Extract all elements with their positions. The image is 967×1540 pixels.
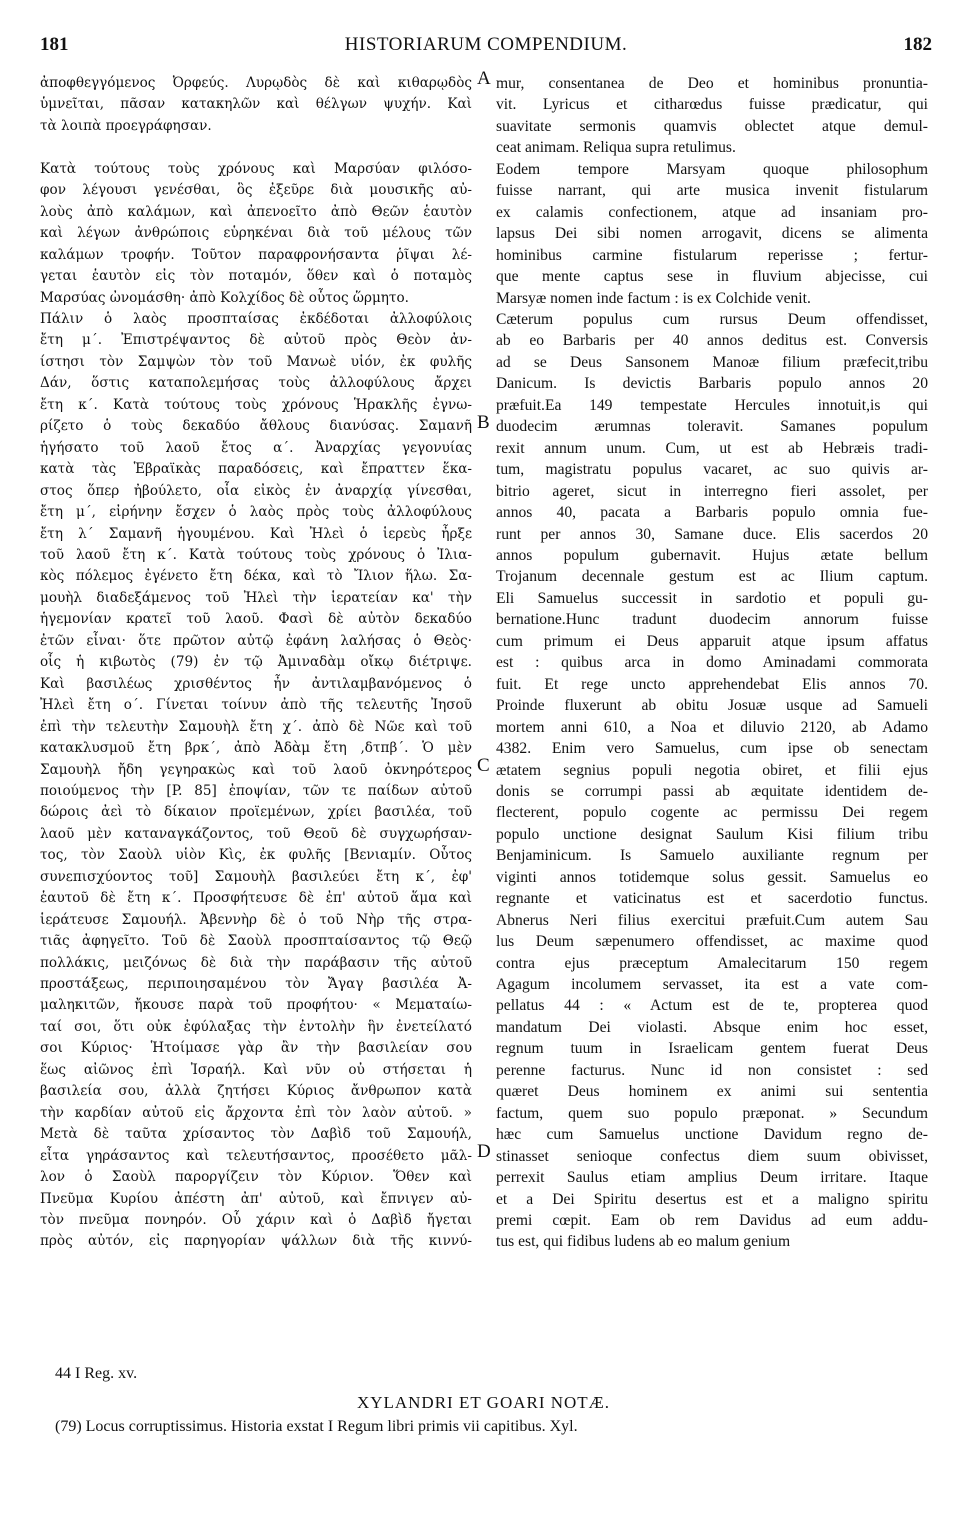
text-line: Danicum. Is devictis Barbaris populo annos 20 (496, 375, 928, 393)
text-line: bitrio ageret, sicut in interregno fieri assolet, per (496, 482, 928, 500)
text-line: ἔτη μ΄. Ἐπιστρέψαντος δὲ αὐτοῦ πρὸς Θεὸν ἀν- (40, 332, 472, 349)
text-line: perrexit Saulus etiam amplius Deum irritare. Itaque (496, 1169, 928, 1187)
text-line: ætatem segnius populi negotia obiret, et filii ejus (496, 761, 928, 779)
text-line: rexit annum unum. Cum, ut est ab Hebræis tradi- (496, 439, 928, 457)
text-line: Marsyæ nomen inde factum : is ex Colchide venit. (496, 289, 811, 307)
text-line: γεται ἑαυτὸν εἰς τὸν ποταμόν, ὅθεν καὶ ὁ ποταμὸς (40, 268, 472, 285)
margin-marker-c: C (477, 755, 490, 776)
text-line: ἔτη λ΄ Σαμανῆ ἡγουμένου. Καὶ Ἠλεὶ ὁ ἱερεὺς ἦρξε (40, 525, 472, 542)
right-page-number: 182 (903, 34, 932, 55)
text-line: regnante et vaticinatus est et sacerdotio functus. (496, 890, 928, 908)
text-line: κατακλυσμοῦ ἔτη βρκ΄, ἀπὸ Ἀδὰμ ἔτη ,δτπβ΄. Ὁ μὲν (40, 740, 472, 757)
text-line: ἐτῶν εἶναι· ὅτε πρῶτον αὐτῷ ἐφάνη λαλήσας ὁ Θεὸς· (40, 632, 472, 649)
text-line: ἔτη κ΄. Κατὰ τούτους τοὺς χρόνους Ἡρακλῆς ἐγνω- (40, 396, 472, 413)
text-line: regnum tuum in Israelicam gentem fuerat Deus (496, 1040, 928, 1058)
greek-column (40, 73, 472, 1253)
text-line: annos 40, pacata a Barbaris populo omnia fue- (496, 504, 928, 522)
text-line: κὸς πόλεμος ἐγένετο ἔτη δέκα, καὶ τὸ Ἴλιον ἥλω. Σα- (40, 568, 472, 585)
text-line: lus Deum sæpenumero offendisset, ac maxime quod (496, 933, 928, 951)
text-line: flecterent, populo cogente ac permissu Dei regem (496, 804, 928, 822)
text-line: duodecim ærumnas toleravit. Samanes populum (496, 418, 928, 436)
text-line: est : quibus arca in domo Aminadami commorata (496, 654, 928, 672)
text-line: contra ejus præceptum Amalecitarum 150 regem (496, 954, 928, 972)
text-line: Benjaminicum. Is Samuelo auxiliante regnum per (496, 847, 928, 865)
text-line: Καὶ βασιλέως χρισθέντος ἦν ἀντιλαμβανόμενος ὁ (40, 675, 472, 692)
text-line: λον ὁ Σαοὺλ παροργίζειν τὸν Κύριον. Ὅθεν καὶ (40, 1169, 472, 1186)
text-line: Proinde fluxerunt ab obitu Josuæ usque ad Samueli (496, 697, 928, 715)
text-line: quæret Deus hominem ex animi sui sententia (496, 1083, 928, 1101)
text-line (40, 137, 472, 158)
text-line: mur, consentanea de Deo et hominibus pronuntia- (496, 75, 928, 92)
text-line: hæc cum Samuelus unctione Davidum regno de- (496, 1126, 928, 1144)
text-line: annos populum gubernavit. Hujus ætate bellum (496, 546, 928, 564)
text-line: Eodem tempore Marsyam quoque philosophum (496, 160, 928, 178)
text-line: τος, τὸν Σαοὺλ υἱὸν Κὶς, ἐκ φυλῆς [Βενιαμίν. Οὗτος (40, 847, 472, 864)
footnote: 44 I Reg. xv. (55, 1365, 138, 1382)
notes-line: (79) Locus corruptissimus. Historia exstat I Regum libri primis vii capitibus. Xyl. (55, 1418, 578, 1435)
text-line: et a Dei Spiritu desertus est et a maligno spiritu (496, 1190, 928, 1208)
text-line: hominibus carmine fistularum reperisse ; fertur- (496, 246, 928, 264)
text-line: præfuit.Ea 149 tempestate Hercules innotuit,is qui (496, 396, 928, 414)
left-page-number: 181 (40, 34, 69, 55)
text-line: mandatum Dei violasti. Absque enim hoc esset, (496, 1018, 928, 1036)
text-line: ἐπὶ τὴν τελευτὴν Σαμουὴλ ἔτη χ΄. ἀπὸ δὲ Νῶε καὶ τοῦ (40, 718, 472, 735)
text-line: προστάξεως, περιποιησαμένου τὸν Ἄγαγ βασιλέα Ἀ- (40, 976, 472, 993)
text-line: perenne facturus. Nunc id non consistet : sed (496, 1061, 928, 1079)
text-line: mortem anni 610, a Noa et diluvio 2120, ab Adamo (496, 718, 928, 736)
text-line: ad se Deus Sansonem Manoæ filium præfecit,tribu (496, 353, 928, 371)
text-line: Ἠλεὶ ἔτη ο΄. Γίνεται τοίνυν ἀπὸ τῆς τελευτῆς Ἰησοῦ (40, 697, 472, 714)
notes-heading: XYLANDRI ET GOARI NOTÆ. (356, 1393, 611, 1412)
text-line: Πνεῦμα Κυρίου ἀπέστη ἀπ' αὐτοῦ, καὶ ἔπνιγεν αὐ- (40, 1190, 472, 1207)
text-line: τὸν πνεῦμα πονηρόν. Οὗ χάριν καὶ ὁ Δαβὶδ ἤγεται (40, 1212, 472, 1229)
text-line: ποιούμενος τὴν [P. 85] ἐποψίαν, τῶν τε παίδων αὐτοῦ (40, 782, 472, 799)
text-line: ἡγήσατο τοῦ λαοῦ ἔτος α΄. Ἀναρχίας γεγονυίας (40, 439, 472, 456)
text-line: Μαρσύας ὠνομάσθη· ἀπὸ Κολχίδος δὲ οὗτος ὥρμητο. (40, 289, 409, 306)
text-line: Σαμουὴλ ἤδη γεγηρακὼς καὶ τοῦ λαοῦ ὀκνηρότερος (40, 761, 472, 778)
text-line: καὶ λέγων ἀνθρώποις εὑρηκέναι διὰ τοῦ μέλους τῶν (40, 225, 472, 242)
text-line: factum, quem suo populo præponat. » Secundum (496, 1104, 928, 1122)
text-line: premi cœpit. Eam ob rem Davidus ad eum addu- (496, 1212, 928, 1230)
text-line: πρὸς αὐτόν, εἰς παρηγορίαν ψάλλων διὰ τῆς κιννύ- (40, 1233, 472, 1250)
text-line: Trojanum decennale gestum est ac Ilium captum. (496, 568, 928, 586)
text-line: τὰ λοιπὰ προεγράφησαν. (40, 117, 212, 134)
text-line: τοῦ λαοῦ ἔτη κ΄. Κατὰ τούτους τοὺς χρόνους ὁ Ἰλια- (40, 546, 472, 563)
text-line: μαληκιτῶν, ἤκουσε παρὰ τοῦ προφήτου· « Μεματαίω- (40, 997, 472, 1014)
text-line: εἶτα γηράσαντος καὶ τελευτήσαντος, προσέθετο μᾶλ- (40, 1147, 472, 1164)
text-line: φον λέγουσι γενέσθαι, ὃς ἐξεῦρε διὰ μουσικῆς αὐ- (40, 182, 472, 199)
margin-marker-d: D (477, 1141, 491, 1162)
text-line: donis se corrumpi passi ab æquitate identidem de- (496, 782, 928, 800)
text-line: 4382. Enim vero Samuelus, cum ipse ob senectam (496, 740, 928, 758)
text-line: populo unctione designat Saulum Kisi filium tribu (496, 825, 928, 843)
text-line: τὴν καρδίαν αὐτοῦ εἰς ἄρχοντα ἐπὶ τὸν λαὸν αὐτοῦ. » (40, 1104, 472, 1121)
text-line: Κατὰ τούτους τοὺς χρόνους καὶ Μαρσύαν φιλόσο- (40, 160, 472, 177)
text-line: ἡγεμονίαν κρατεῖ τοῦ λαοῦ. Φασὶ δὲ αὐτὸν δεκαδύο (40, 611, 472, 628)
page-header (40, 34, 932, 64)
text-line: ἑαυτοῦ δὲ ἔτη κ΄. Προσφήτευσε δὲ ἐπ' αὐτοῦ ἅμα καὶ (40, 890, 472, 907)
text-line: πολλάκις, μειζόνως δὲ διὰ τὴν παράβασιν τῆς αὐτοῦ (40, 954, 472, 971)
text-line: Πάλιν ὁ λαὸς προσπταίσας ἐκδέδοται ἀλλοφύλοις (40, 310, 472, 327)
text-line: Cæterum populus cum rursus Deum offendisset, (496, 310, 928, 328)
text-line: μουὴλ διαδεξάμενος τοῦ Ἠλεὶ τὴν ἱερατείαν κα' τὴν (40, 589, 472, 606)
text-line: ίστησι τὸν Σαμψὼν τὸν τοῦ Μανωὲ υἱόν, ἐκ φυλῆς (40, 353, 472, 370)
text-line: τιᾶς ἀφηγεῖτο. Τοῦ δὲ Σαοὺλ προσπταίσαντος τῷ Θεῷ (40, 933, 472, 950)
latin-column (496, 73, 928, 1253)
text-line: λαοῦ μὲν καταναγκάζοντος, τοῦ Θεοῦ δὲ συγχωρήσαν- (40, 825, 472, 842)
text-line: vit. Lyricus et citharœdus fuisse prædicatur, qui (496, 96, 928, 114)
text-line: ceat animam. Reliqua supra retulimus. (496, 139, 736, 157)
text-line: suavitate sermonis quamvis oblectet atque demul- (496, 117, 928, 135)
text-line: fuisse narrant, qui arte musica invenit fistularum (496, 182, 928, 200)
text-line: que mente captus sese in fluvium abjecisse, cui (496, 268, 928, 286)
text-line: ἱεράτευσε Σαμουήλ. Ἀβεννὴρ δὲ ὁ τοῦ Νὴρ τῆς στρα- (40, 911, 472, 928)
text-line: κατὰ τὰς Ἑβραϊκὰς παραδόσεις, καὶ ἔπραττεν ἕκα- (40, 461, 472, 478)
text-line: tum, magistratu populus vacaret, ac suo quivis ar- (496, 461, 928, 479)
running-title: HISTORIARUM COMPENDIUM. (344, 34, 628, 55)
text-line: runt per annos 30, Samane duce. Elis sacerdos 20 (496, 525, 928, 543)
text-line: Δάν, ὅστις καταπολεμήσας τοὺς ἀλλοφύλους ἄρχει (40, 375, 472, 392)
text-line: ex calamis confectionem, atque ad insaniam pro- (496, 203, 928, 221)
text-line: ἕως αἰῶνος ἐπὶ Ἰσραήλ. Καὶ νῦν οὐ στήσεται ἡ (40, 1061, 472, 1078)
text-line: ρίζετο ὁ τοὺς δεκαδύο ἄθλους διανύσας. Σαμανῆ (40, 418, 472, 435)
text-line: tus est, qui fidibus ludens ab eo malum genium (496, 1233, 791, 1251)
text-line: λοὺς ἀπὸ καλάμων, καὶ ἀπενοεῖτο ἀπὸ Θεῶν ἑαυτὸν (40, 203, 472, 220)
text-line: viginti annos totidemque solus gessit. Samuelus eo (496, 868, 928, 886)
text-line: fuit. Et rege uncto apprehendebat Elis annos 70. (496, 675, 928, 693)
text-line: δώροις ἀεὶ τὸ δίκαιον προϊεμένων, χρίει βασιλέα, τοῦ (40, 804, 472, 821)
text-line: bernatione.Hunc tradunt duodecim annorum fuisse (496, 611, 928, 629)
text-line: σοι Κύριος· Ἡτοίμασε γὰρ ἂν τὴν βασιλείαν σου (40, 1040, 472, 1057)
text-line: βασιλεία σου, ἀλλὰ ζητήσει Κύριος ἄνθρωπον κατὰ (40, 1083, 472, 1100)
text-line: στος ὅπερ ἠβούλετο, οἷα εἰκὸς ἐν ἀναρχίᾳ γίνεσθαι, (40, 482, 472, 499)
text-line: ἀποφθεγγόμενος Ὀρφεύς. Λυρῳδὸς δὲ καὶ κιθαρῳδὸς (40, 75, 472, 91)
text-line: καλάμων τροφήν. Τοῦτον παραφρονήσαντα ῥῖψαι λέ- (40, 246, 472, 263)
text-line: cum primum ei Deus apparuit atque ipsum affatus (496, 632, 928, 650)
margin-marker-a: A (477, 68, 491, 89)
text-line: ἔτη μ΄, εἰρήνην ἔσχεν ὁ λαὸς πρὸς τοὺς ἀλλοφύλους (40, 504, 472, 521)
text-line: ab eo Barbaris per 40 annos deditus est. Conversis (496, 332, 928, 350)
text-line: ὑμνεῖται, πᾶσαν κατακηλῶν καὶ θέλγων ψυχήν. Καὶ (40, 96, 472, 113)
text-line: pellatus 44 : « Actum est de te, propterea quod (496, 997, 928, 1015)
margin-marker-b: B (477, 412, 490, 433)
text-line: lapsus Dei sibi nomen arrogavit, dicens se alimenta (496, 225, 928, 243)
text-line: stinasset senioque confectus diem suum obivisset, (496, 1147, 928, 1165)
text-line: Eli Samuelus successit in sardotio et populi gu- (496, 589, 928, 607)
text-line: Μετὰ δὲ ταῦτα χρίσαντος τὸν Δαβὶδ τοῦ Σαμουήλ, (40, 1126, 472, 1143)
text-line: Abnerus Neri filius exercitui præfuit.Cum autem Sau (496, 911, 928, 929)
text-line: Agagum incolumem servasset, ita est a vate com- (496, 976, 928, 994)
text-line: ταί σοι, ὅτι οὐκ ἐφύλαξας τὴν ἐντολὴν ἣν ἐνετείλατό (40, 1018, 472, 1035)
text-line: οἷς ἡ κιβωτὸς (79) ἐν τῷ Ἀμιναδὰμ οἴκῳ διέτριψε. (40, 654, 472, 671)
text-line: συνεπισχύοντος τοῦ] Σαμουὴλ βασιλεύει ἔτη κ΄, ἐφ' (40, 868, 472, 885)
